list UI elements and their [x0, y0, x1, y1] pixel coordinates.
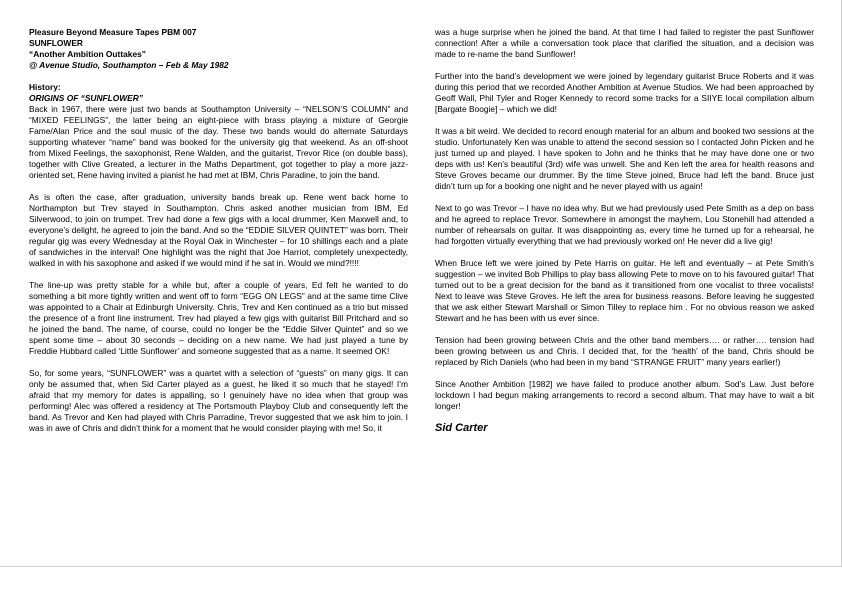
right-column [435, 27, 814, 434]
paragraph: Further into the band’s development we were joined by legendary guitarist Bruce Roberts and it was during this period that we recorded Another Ambition at Avenue Studios. We had been approached by Geoff Wall, Phil Tyler and Roger Kennedy to record some tracks for a SIIYE local compilation album [Bargate Boogie] – which we did! [435, 71, 814, 114]
paragraph: When Bruce left we were joined by Pete Harris on guitar. He left and eventually – at Pete Smith’s suggestion – we invited Bob Phillips to play bass allowing Pete to move on to his favoured guitar! That turned out to be a great decision for the band as it transitioned from one vocalist to three vocalists! Next to leave was Steve Groves. He left the area for business reasons. Before leaving he suggested that we ask either Stewart Marshall or Simon Tilley to replace him . For no obvious reason we asked Stewart and he has been with us ever since. [435, 258, 814, 323]
paragraph: Since Another Ambition [1982] we have failed to produce another album. Sod’s Law. Just before lockdown I had begun making arrangements to record a second album. That may have to wait a bit longer! [435, 379, 814, 411]
paragraph: was a huge surprise when he joined the band. At that time I had failed to register the past Sunflower connection! After a while a conversation took place that clarified the situation, and a decision was made to re-name the band Sunflower! [435, 27, 814, 59]
origins-subheading: ORIGINS OF “SUNFLOWER” [29, 93, 143, 103]
history-heading: History: [29, 82, 61, 92]
paragraph: Tension had been growing between Chris and the other band members…. or rather…. tension had been growing between us and Chris. I decided that, for the ‘health’ of the band, Chris should be replaced by Rich Daniels (who had been in my band “STRANGE FRUIT” many years earlier!) [435, 335, 814, 367]
author-signature: Sid Carter [435, 422, 488, 434]
paragraph: It was a bit weird. We decided to record enough material for an album and booked two sessions at the studio. Unfortunately Ken was unable to attend the second session so I contacted John Picken and he just turned up and played. I have spoken to John and he thinks that he may have done one or two deps with us! Ken’s beautiful (3rd) wife was unwell. She and Ken left the area for health reasons and Steve Groves became our drummer. By the time Steve joined, Bruce had left the band. Bruce just didn’t turn up for a booking one night and he never played with us again! [435, 126, 814, 191]
paragraph: So, for some years, “SUNFLOWER” was a quartet with a selection of “guests” on many gigs. It can only be assumed that, when Sid Carter played as a guest, he liked it so much that he stayed! I’m afraid that my memory for dates is appalling, so I genuinely have no idea when that group was performing! Alec was offered a residency at The Portsmouth Playboy Club and consequently left the band. As Trevor and Ken had played with Chris Parradine, Trevor suggested that we ask him to join. I was in awe of Chris and didn’t think for a moment that he would consider playing with me! So, it [29, 368, 408, 433]
paragraph: The line-up was pretty stable for a while but, after a couple of years, Ed felt he wanted to do something a bit more tightly written and went off to form “EGG ON LEGS” and at the same time Clive was appointed to a Chair at Edinburgh University. Chris, Trev and Ken continued as a trio but missed the presence of a front line instrument. Trev had played a few gigs with guitarist Bill Pritchard and so he joined the band. The name, of course, could no longer be the “Eddie Silver Quintet” and so we spent some time – about 30 seconds – deciding on a new name. We had just played a tune by Freddie Hubbard called ‘Little Sunflower’ and someone suggested that as a name. It seemed OK! [29, 280, 408, 356]
paragraph: Next to go was Trevor – I have no idea why. But we had previously used Pete Smith as a dep on bass and he agreed to replace Trevor. Somewhere in amongst the mayhem, Lou Stonehill had attended a number of rehearsals on guitar. It was disappointing as, every time he turned up for a rehearsal, he had forgotten virtually everything that we had previously worked on! He never did a live gig! [435, 203, 814, 246]
left-column [29, 27, 408, 445]
paragraph: Back in 1967, there were just two bands at Southampton University – “NELSON’S COLUMN” and “MIXED FEELINGS”, the latter being an eight-piece with brass playing a mixture of Georgie Fame/Alan Price and the soul music of the day. These two bands would do alternate Saturdays supporting whatever “name” band was booked for the university gig that weekend. As an off-shoot from Mixed Feelings, the saxophonist, Rene Walden, and the guitarist, Trevor Rice (on double bass), together with Clive Greated, a lecturer in the Maths Department, got together to play a more jazz-oriented set, Rene having invited a pianist he had met at IBM, Chris Paradine, to join the band. [29, 104, 408, 180]
recording-location: @ Avenue Studio, Southampton – Feb & May 1982 [29, 60, 229, 70]
paragraph: As is often the case, after graduation, university bands break up. Rene went back home to Northampton but Trev stayed in Southampton. Chris asked another musician from IBM, Ed Silverwood, to join on trumpet. Trev had done a few gigs with a local drummer, Ken Maxwell and, to everyone’s delight, he agreed to join the band. And so the “EDDIE SILVER QUINTET” was born. Their regular gig was every Wednesday at the Royal Oak in Winchester – for 10 shillings each and a plate of sandwiches in the interval! One highlight was the night that Joe Harriot, completely unexpectedly, walked in with his saxophone and asked if we would mind if he sat in. Would we mind?!!!! [29, 192, 408, 268]
album-title: “Another Ambition Outtakes” [29, 49, 146, 59]
catalogue-line: Pleasure Beyond Measure Tapes PBM 007 [29, 27, 197, 37]
band-name: SUNFLOWER [29, 38, 83, 48]
